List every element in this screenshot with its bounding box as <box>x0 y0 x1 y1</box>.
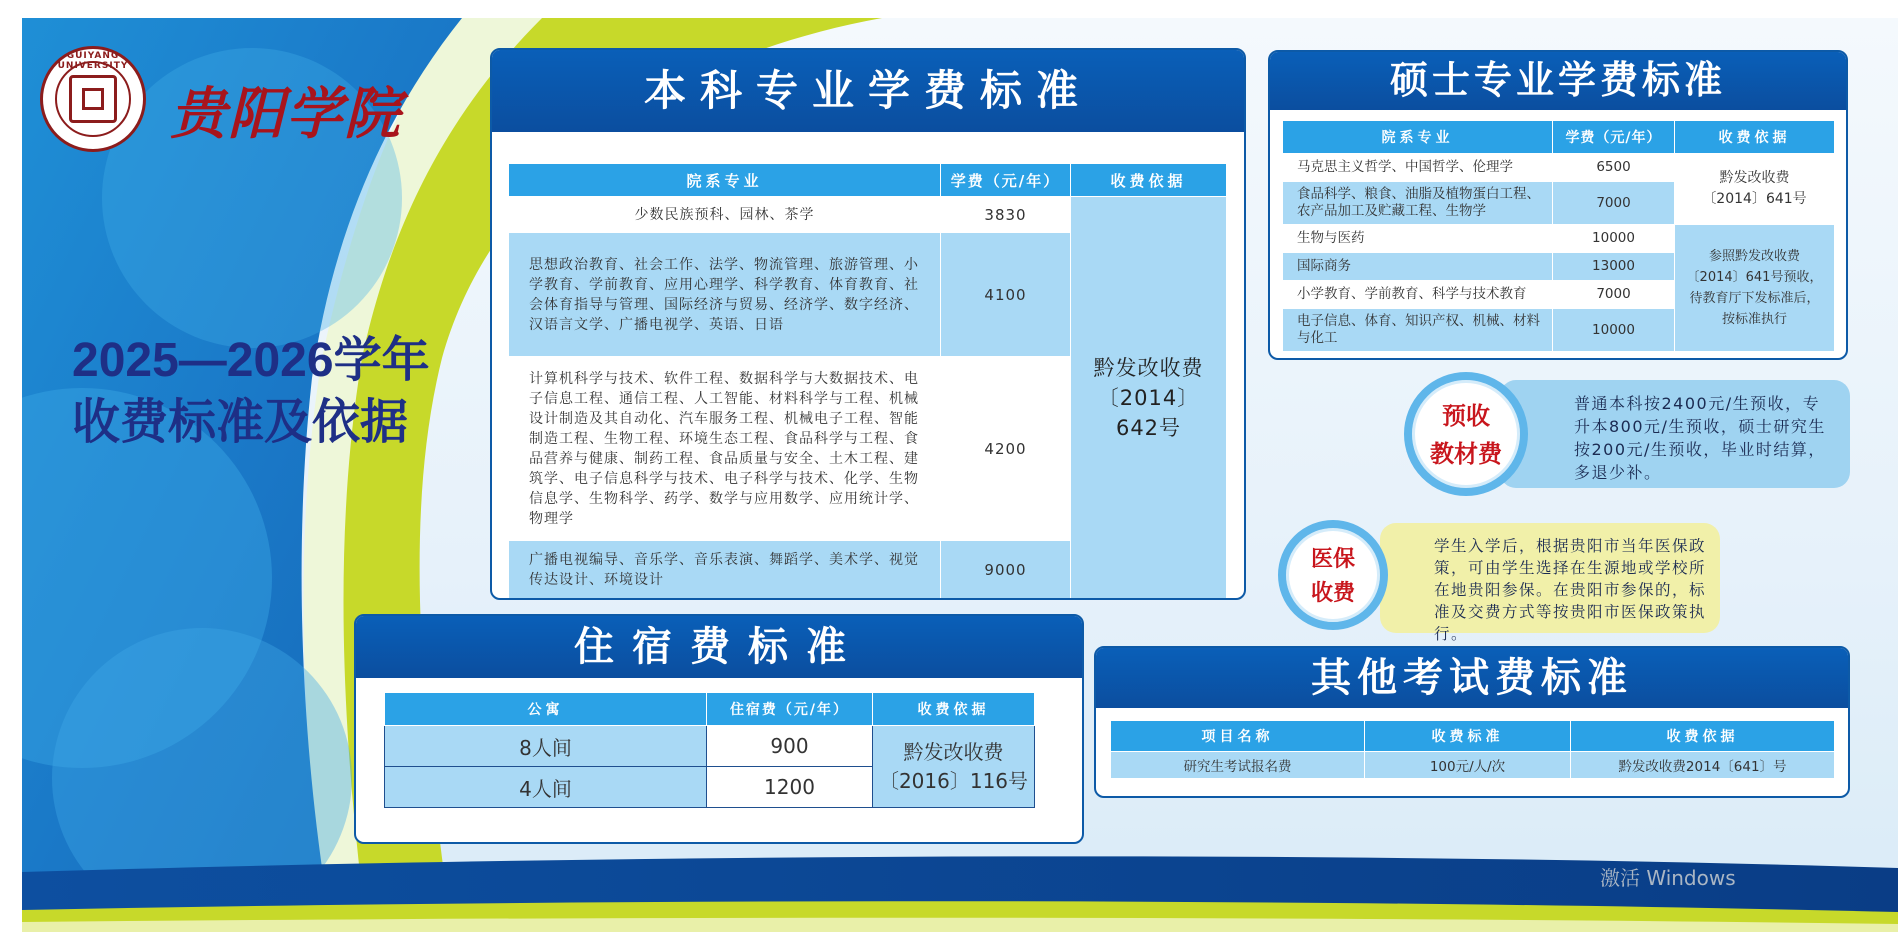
table-header-row <box>509 164 1227 197</box>
dorm-fee-title: 住宿费标准 <box>356 616 1082 678</box>
basis-line: 〔2014〕641号 <box>1702 191 1807 207</box>
basis-cell <box>1071 197 1227 599</box>
room-cell: 8人间 <box>385 726 707 767</box>
badge-line: 医保 <box>1310 546 1355 572</box>
dorm-fee-panel <box>354 614 1084 844</box>
major-cell: 电子信息、体育、知识产权、机械、材料与化工 <box>1283 309 1553 352</box>
fee-cell: 10000 <box>1553 309 1675 352</box>
column-header: 收费标准 <box>1365 721 1571 752</box>
fee-cell: 4200 <box>941 357 1071 541</box>
major-cell: 国际商务 <box>1283 253 1553 281</box>
undergrad-fee-table <box>508 163 1227 599</box>
undergrad-fee-panel <box>490 48 1246 600</box>
medical-insurance-note: 学生入学后，根据贵阳市当年医保政策，可由学生选择在生源地或学校所在地贵阳参保。在贵阳市参保的，标准及交费方式等按贵阳市医保政策执行。 <box>1380 523 1720 633</box>
fee-cell: 10000 <box>1553 225 1675 253</box>
fee-cell: 1200 <box>707 767 873 808</box>
column-header: 学费（元/年） <box>941 164 1071 197</box>
basis-cell: 黔发改收费2014〔641〕号 <box>1571 752 1835 779</box>
exam-fee-table <box>1110 720 1835 779</box>
badge-line: 教材费 <box>1430 439 1502 468</box>
basis-line: 参照黔发改收费 <box>1708 249 1800 264</box>
fee-cell: 3830 <box>941 197 1071 233</box>
major-cell: 思想政治教育、社会工作、法学、物流管理、旅游管理、小学教育、学前教育、应用心理学、科学教育、体育教育、社会体育指导与管理、国际经济与贸易、经济学、数字经济、汉语言文学、广播电视学、英语、日语 <box>509 233 941 357</box>
fee-cell: 4100 <box>941 233 1071 357</box>
column-header: 院系专业 <box>1283 121 1553 154</box>
basis-cell <box>873 726 1035 808</box>
column-header: 收费依据 <box>1675 121 1835 154</box>
table-header-row <box>1283 121 1835 154</box>
major-cell: 食品科学、粮食、油脂及植物蛋白工程、农产品加工及贮藏工程、生物学 <box>1283 182 1553 225</box>
column-header: 院系专业 <box>509 164 941 197</box>
column-header: 住宿费（元/年） <box>707 693 873 726</box>
university-seal-logo <box>40 46 146 152</box>
column-header: 收费依据 <box>1571 721 1835 752</box>
standard-cell: 100元/人/次 <box>1365 752 1571 779</box>
major-cell: 小学教育、学前教育、科学与技术教育 <box>1283 281 1553 309</box>
fee-cell: 6500 <box>1553 154 1675 182</box>
fee-cell: 9000 <box>941 541 1071 599</box>
dorm-fee-table <box>384 692 1035 808</box>
master-fee-title: 硕士专业学费标准 <box>1270 52 1846 110</box>
table-header-row <box>385 693 1035 726</box>
master-fee-panel <box>1268 50 1848 360</box>
table-row <box>1283 154 1835 182</box>
major-cell: 计算机科学与技术、软件工程、数据科学与大数据技术、电子信息工程、通信工程、人工智能、材料科学与工程、机械设计制造及其自动化、汽车服务工程、机械电子工程、智能制造工程、生物工程、环境生态工程、食品科学与工程、食品营养与健康、制药工程、食品质量与安全、土木工程、建筑学、电子信息科学与技术、电子科学与技术、化学、生物信息学、生物科学、药学、数学与应用数学、应用统计学、物理学 <box>509 357 941 541</box>
seal-text: GUIYANG UNIVERSITY <box>57 51 129 71</box>
badge-line: 预收 <box>1442 401 1490 430</box>
fee-cell: 900 <box>707 726 873 767</box>
basis-line: 按标准执行 <box>1721 312 1787 327</box>
medical-insurance-badge <box>1278 520 1388 630</box>
column-header: 公寓 <box>385 693 707 726</box>
table-row <box>509 197 1227 233</box>
activation-watermark: 激活 Windows <box>1600 866 1736 890</box>
fee-cell: 7000 <box>1553 281 1675 309</box>
university-name-logo: 贵阳学院 <box>170 81 402 147</box>
basis-line: 黔发改收费 <box>1093 355 1204 380</box>
textbook-fee-badge <box>1404 372 1528 496</box>
major-cell: 少数民族预科、园林、茶学 <box>509 197 941 233</box>
textbook-fee-note: 普通本科按2400元/生预收，专升本800元/生预收，硕士研究生按200元/生预收，毕业时结算，多退少补。 <box>1500 380 1850 488</box>
main-title-line1: 2025—2026学年 <box>72 334 430 387</box>
main-title <box>72 330 492 454</box>
column-header: 项目名称 <box>1111 721 1365 752</box>
major-cell: 广播电视编导、音乐学、音乐表演、舞蹈学、美术学、视觉传达设计、环境设计 <box>509 541 941 599</box>
basis-cell <box>1675 225 1835 352</box>
major-cell: 生物与医药 <box>1283 225 1553 253</box>
main-title-line2: 收费标准及依据 <box>72 396 409 449</box>
exam-fee-panel <box>1094 646 1850 798</box>
master-fee-table <box>1282 120 1835 352</box>
basis-line: 〔2014〕641号预收， <box>1686 270 1823 285</box>
exam-fee-title: 其他考试费标准 <box>1096 648 1848 708</box>
column-header: 学费（元/年） <box>1553 121 1675 154</box>
fee-cell: 7000 <box>1553 182 1675 225</box>
fee-cell: 13000 <box>1553 253 1675 281</box>
column-header: 收费依据 <box>873 693 1035 726</box>
badge-line: 收费 <box>1310 580 1355 606</box>
table-header-row <box>1111 721 1835 752</box>
item-cell: 研究生考试报名费 <box>1111 752 1365 779</box>
basis-line: 待教育厅下发标准后， <box>1689 291 1820 306</box>
table-row <box>385 726 1035 767</box>
table-row <box>1111 752 1835 779</box>
basis-line: 642号 <box>1115 415 1182 440</box>
table-row <box>1283 225 1835 253</box>
room-cell: 4人间 <box>385 767 707 808</box>
basis-line: 黔发改收费 <box>1719 170 1790 186</box>
major-cell: 马克思主义哲学、中国哲学、伦理学 <box>1283 154 1553 182</box>
column-header: 收费依据 <box>1071 164 1227 197</box>
basis-line: 黔发改收费 <box>903 739 1004 764</box>
basis-line: 〔2016〕116号 <box>878 768 1029 793</box>
basis-cell <box>1675 154 1835 225</box>
undergrad-fee-title: 本科专业学费标准 <box>492 50 1244 132</box>
basis-line: 〔2014〕 <box>1097 385 1200 410</box>
